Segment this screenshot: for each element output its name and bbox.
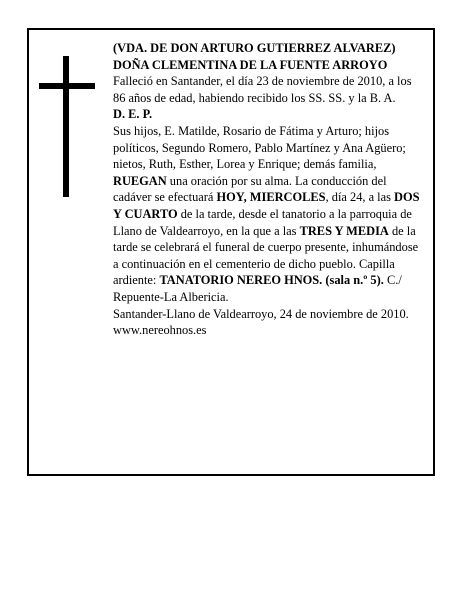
dep-label: D. E. P. — [113, 107, 153, 122]
ceremony-text-5: C./ Repuente-La Albericia. — [113, 273, 402, 304]
ruegan-word: RUEGAN — [113, 173, 167, 188]
ceremony-text-1: una oración por su alma. La conducción del cadáver se efectuará — [113, 173, 387, 205]
ceremony-text-4: de la tarde se celebrará el funeral de cuerpo presente, inhumándose a continuación en el cementerio de dicho pueblo. Capilla ardiente: — [113, 223, 419, 288]
widow-of-heading: (VDA. DE DON ARTURO GUTIERREZ ALVAREZ) — [113, 41, 396, 55]
place-date: Santander-Llano de Valdearroyo, 24 de noviembre de 2010. — [113, 306, 409, 321]
death-notice: Falleció en Santander, el día 23 de noviembre de 2010, a los 86 años de edad, habiendo recibido los SS. SS. y la B. A. — [113, 74, 412, 105]
ceremony-day: HOY, MIERCOLES — [216, 190, 326, 205]
ceremony-text-2: , día 24, a las — [325, 190, 395, 205]
funeral-time: TRES Y MEDIA — [299, 223, 389, 238]
chapel-location: TANATORIO NEREO HNOS. (sala n.º 5). — [159, 273, 384, 288]
website-link[interactable]: www.nereohnos.es — [113, 323, 207, 338]
obituary-text — [113, 40, 423, 339]
deceased-name: DOÑA CLEMENTINA DE LA FUENTE ARROYO — [113, 57, 388, 72]
family-list: Sus hijos, E. Matilde, Rosario de Fátima y Arturo; hijos políticos, Segundo Romero, Pablo Martínez y Ana Agüero; nietos, Ruth, Esther, Lorea y Enrique; demás familia, — [113, 123, 406, 172]
cross-icon-arm — [39, 83, 95, 89]
ceremony-details — [113, 173, 423, 306]
ceremony-text-3: de la tarde, desde el tanatorio a la parroquia de Llano de Valdearroyo, en la que a las — [113, 206, 412, 238]
cross-icon — [63, 56, 69, 197]
conduction-time: DOS Y CUARTO — [113, 190, 420, 221]
